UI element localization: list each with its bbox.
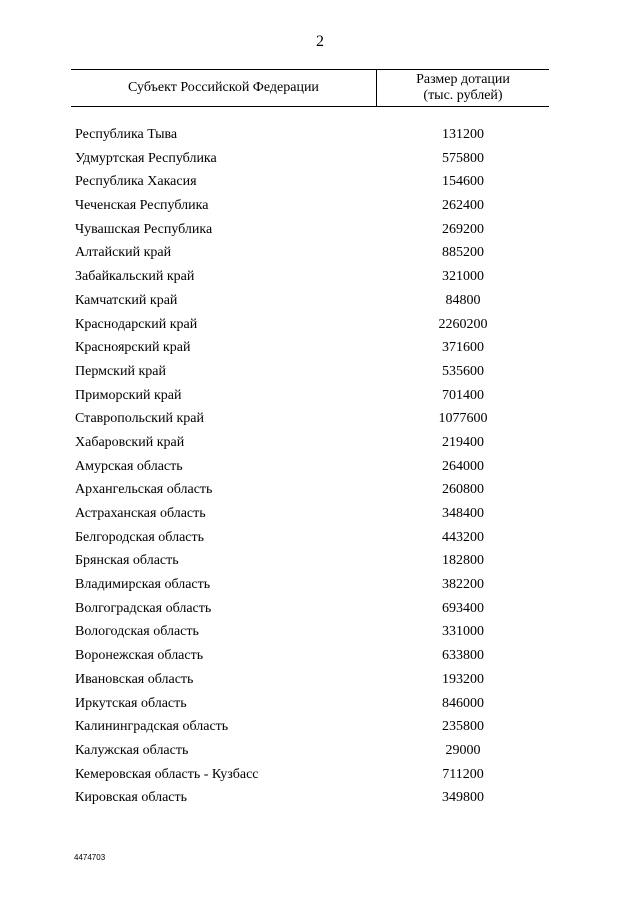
subsidy-value: 331000 [442,624,484,640]
subject-name: Кировская область [75,790,188,806]
subject-name: Чеченская Республика [75,198,209,214]
subject-name: Астраханская область [75,506,206,521]
subsidy-value: 321000 [442,269,484,285]
table-row [0,171,640,195]
subject-name: Вологодская область [75,624,199,640]
subject-name: Камчатский край [75,292,178,308]
table-row [0,290,640,314]
header-subsidy-line2: (тыс. рублей) [423,88,503,103]
table-row [0,314,640,338]
table-row [0,598,640,622]
subsidy-value: 2260200 [438,316,488,332]
table-row [0,195,640,219]
subject-name: Владимирская область [75,577,211,593]
subsidy-value: 633800 [442,648,484,664]
header-subject: Субъект Российской Федерации [128,80,319,95]
subsidy-value: 885200 [442,245,484,261]
subject-name: Приморский край [75,387,182,403]
subsidy-value: 235800 [442,719,484,735]
subject-name: Ивановская область [75,671,194,687]
table-row [0,574,640,598]
table-row [0,479,640,503]
subject-name: Волгоградская область [75,600,212,616]
subsidy-value: 349800 [442,790,484,806]
table-row [0,527,640,551]
subsidy-value: 382200 [442,577,484,593]
table-body [0,124,640,811]
table-row [0,716,640,740]
table-row [0,669,640,693]
header-subsidy-amount [377,72,549,104]
subsidy-value: 701400 [442,387,484,403]
subject-name: Калужская область [75,742,189,758]
subject-name: Воронежская область [75,648,204,664]
subsidy-value: 693400 [442,600,484,616]
subsidy-value: 535600 [442,363,484,379]
subject-name: Удмуртская Республика [75,150,217,166]
subject-name: Иркутская область [75,695,187,711]
subject-name: Кемеровская область - Кузбасс [75,766,259,782]
subject-name: Калининградская область [75,719,229,735]
subsidy-value: 846000 [442,695,484,711]
table-row [0,764,640,788]
table-row [0,242,640,266]
subsidy-value: 443200 [442,529,484,545]
subsidy-value: 29000 [445,742,481,758]
table-row [0,337,640,361]
subject-name: Белгородская область [75,529,205,545]
subsidy-value: 182800 [442,553,484,569]
subsidy-value: 711200 [442,766,484,782]
table-row [0,148,640,172]
table-row [0,787,640,811]
subsidy-value: 264000 [442,458,484,474]
subject-name: Хабаровский край [75,434,185,450]
subject-name: Республика Хакасия [75,174,197,190]
subject-name: Красноярский край [75,340,191,356]
table-row [0,693,640,717]
table-row [0,456,640,480]
table-row [0,550,640,574]
subsidy-value: 348400 [442,506,484,521]
subsidy-value: 84800 [445,292,481,308]
subsidy-value: 260800 [442,482,484,498]
table-row [0,503,640,527]
document-code: 4474703 [74,853,106,862]
subject-name: Алтайский край [75,245,172,261]
subsidy-value: 262400 [442,198,484,214]
subject-name: Пермский край [75,363,166,379]
table-row [0,645,640,669]
subsidy-value: 219400 [442,434,484,450]
subject-name: Краснодарский край [75,316,198,332]
subsidy-value: 269200 [442,221,484,237]
subsidy-value: 154600 [442,174,484,190]
subject-name: Ставропольский край [75,411,204,427]
table-row [0,385,640,409]
header-subsidy-line1: Размер дотации [416,72,510,87]
table-row [0,740,640,764]
subject-name: Республика Тыва [75,127,178,142]
subject-name: Амурская область [75,458,183,474]
table-row [0,266,640,290]
table-row [0,219,640,243]
table-header [71,69,549,107]
table-row [0,124,640,148]
page-number: 2 [316,33,324,50]
subsidy-value: 575800 [442,150,484,166]
table-row [0,361,640,385]
subject-name: Архангельская область [75,482,213,498]
subsidy-value: 131200 [442,127,484,142]
subject-name: Брянская область [75,553,179,569]
subsidy-value: 193200 [442,671,484,687]
subsidy-value: 371600 [442,340,484,356]
table-row [0,621,640,645]
table-row [0,408,640,432]
subject-name: Чувашская Республика [75,221,213,237]
subsidy-value: 1077600 [438,411,488,427]
subject-name: Забайкальский край [75,269,195,285]
table-row [0,432,640,456]
